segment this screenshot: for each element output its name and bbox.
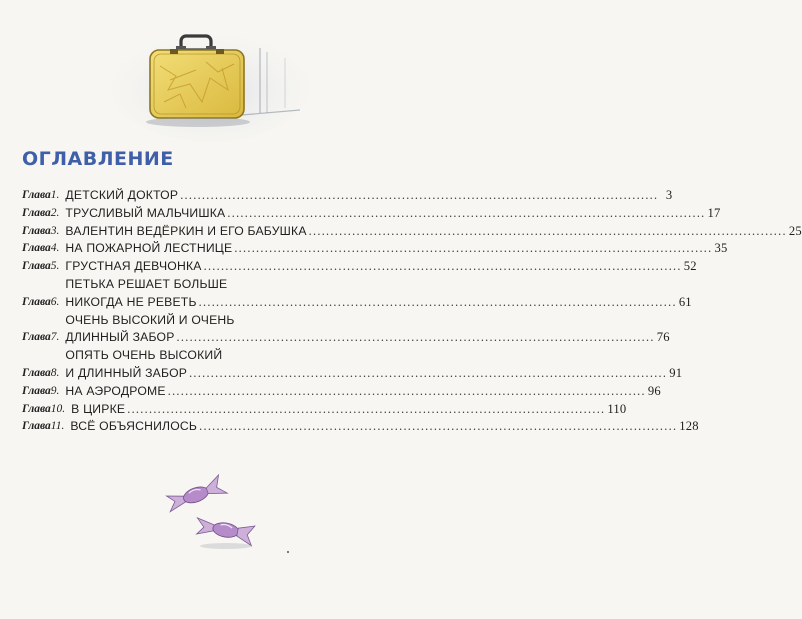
chapter-number: 7. (50, 331, 60, 344)
toc-entry[interactable] (22, 418, 699, 436)
suitcase-illustration (110, 18, 310, 140)
chapter-label: Глава (22, 366, 51, 379)
chapter-title-line: ДЛИННЫЙ ЗАБОР (65, 330, 175, 345)
toc-entry[interactable] (22, 205, 721, 223)
chapter-title (65, 312, 669, 348)
chapter-label: Глава (22, 331, 51, 344)
chapter-label: Глава (22, 206, 51, 219)
toc-entry[interactable] (22, 223, 802, 241)
dot-leader: .............................................................................................................. (198, 294, 677, 309)
page-number: 128 (679, 419, 699, 434)
page-number: 96 (647, 383, 661, 398)
chapter-number: 4. (50, 242, 60, 255)
dot-leader: .............................................................................................................. (176, 330, 655, 345)
chapter-number: 10. (50, 402, 66, 415)
chapter-label: Глава (22, 295, 51, 308)
page-number: 61 (678, 294, 692, 309)
page-number: 35 (714, 241, 728, 256)
dot-leader: .............................................................................................................. (227, 205, 706, 220)
chapter-title (65, 383, 660, 401)
chapter-title-line: ПЕТЬКА РЕШАЕТ БОЛЬШЕ (65, 276, 228, 291)
chapter-title (71, 401, 626, 419)
chapter-title (65, 240, 727, 258)
chapter-title-line: НИКОГДА НЕ РЕВЕТЬ (65, 294, 197, 309)
chapter-title (65, 187, 672, 205)
toc-entry[interactable] (22, 312, 670, 348)
toc-entry[interactable] (22, 258, 697, 276)
chapter-label: Глава (22, 420, 51, 433)
table-of-contents (22, 187, 802, 436)
chapter-number: 6. (50, 295, 60, 308)
chapter-number: 8. (50, 366, 60, 379)
dot-leader: .............................................................................................................. (127, 401, 606, 416)
chapter-title-line: В ЦИРКЕ (71, 401, 126, 416)
toc-entry[interactable] (22, 187, 673, 205)
chapter-title (65, 276, 691, 312)
chapter-title (65, 223, 801, 241)
chapter-title-line: ВСЁ ОБЪЯСНИЛОСЬ (70, 419, 198, 434)
dot-leader: .............................................................................................................. (199, 419, 678, 434)
page-number: 3 (665, 188, 673, 202)
chapter-label: Глава (22, 224, 51, 237)
chapter-title-line: ДЕТСКИЙ ДОКТОР (65, 188, 179, 202)
dot-leader: .............................................................................................................. (203, 259, 682, 274)
chapter-title (65, 205, 720, 223)
chapter-title (65, 258, 696, 276)
page-number: 17 (707, 205, 721, 220)
page-number: 91 (669, 365, 683, 380)
chapter-number: 1. (50, 189, 60, 201)
chapter-label: Глава (22, 260, 51, 273)
chapter-title-line: ГРУСТНАЯ ДЕВЧОНКА (65, 259, 202, 274)
chapter-title (70, 418, 698, 436)
page-number: 110 (607, 401, 627, 416)
chapter-label: Глава (22, 402, 51, 415)
toc-entry[interactable] (22, 401, 627, 419)
dot-leader: .............................................................................................................. (180, 188, 659, 202)
toc-entry[interactable] (22, 240, 728, 258)
chapter-title-line: ОЧЕНЬ ВЫСОКИЙ И ОЧЕНЬ (65, 312, 235, 327)
chapter-number: 11. (50, 420, 65, 433)
dot-leader: .............................................................................................................. (189, 365, 668, 380)
page-number: 52 (683, 259, 697, 274)
page-number: 25 (788, 223, 802, 238)
chapter-number: 9. (50, 384, 60, 397)
chapter-title (65, 347, 682, 383)
chapter-label: Глава (22, 242, 51, 255)
chapter-label: Глава (22, 384, 51, 397)
chapter-number: 5. (50, 260, 60, 273)
chapter-title-line: ТРУСЛИВЫЙ МАЛЬЧИШКА (65, 205, 226, 220)
dot-leader: .............................................................................................................. (308, 223, 787, 238)
chapter-title-line: НА АЭРОДРОМЕ (65, 383, 166, 398)
chapter-number: 3. (50, 224, 60, 237)
chapter-title-line: И ДЛИННЫЙ ЗАБОР (65, 365, 188, 380)
chapter-label: Глава (22, 189, 51, 201)
chapter-title-line: ОПЯТЬ ОЧЕНЬ ВЫСОКИЙ (65, 348, 223, 363)
dot-leader: .............................................................................................................. (167, 383, 646, 398)
chapter-title-line: ВАЛЕНТИН ВЕДЁРКИН И ЕГО БАБУШКА (65, 223, 307, 238)
candies-illustration (160, 478, 300, 568)
dot-leader: .............................................................................................................. (234, 241, 713, 256)
page-number: 76 (656, 330, 670, 345)
toc-entry[interactable] (22, 383, 661, 401)
toc-heading: ОГЛАВЛЕНИЕ (22, 148, 174, 170)
chapter-title-line: НА ПОЖАРНОЙ ЛЕСТНИЦЕ (65, 241, 233, 256)
toc-entry[interactable] (22, 276, 692, 312)
chapter-number: 2. (50, 206, 60, 219)
toc-entry[interactable] (22, 347, 683, 383)
